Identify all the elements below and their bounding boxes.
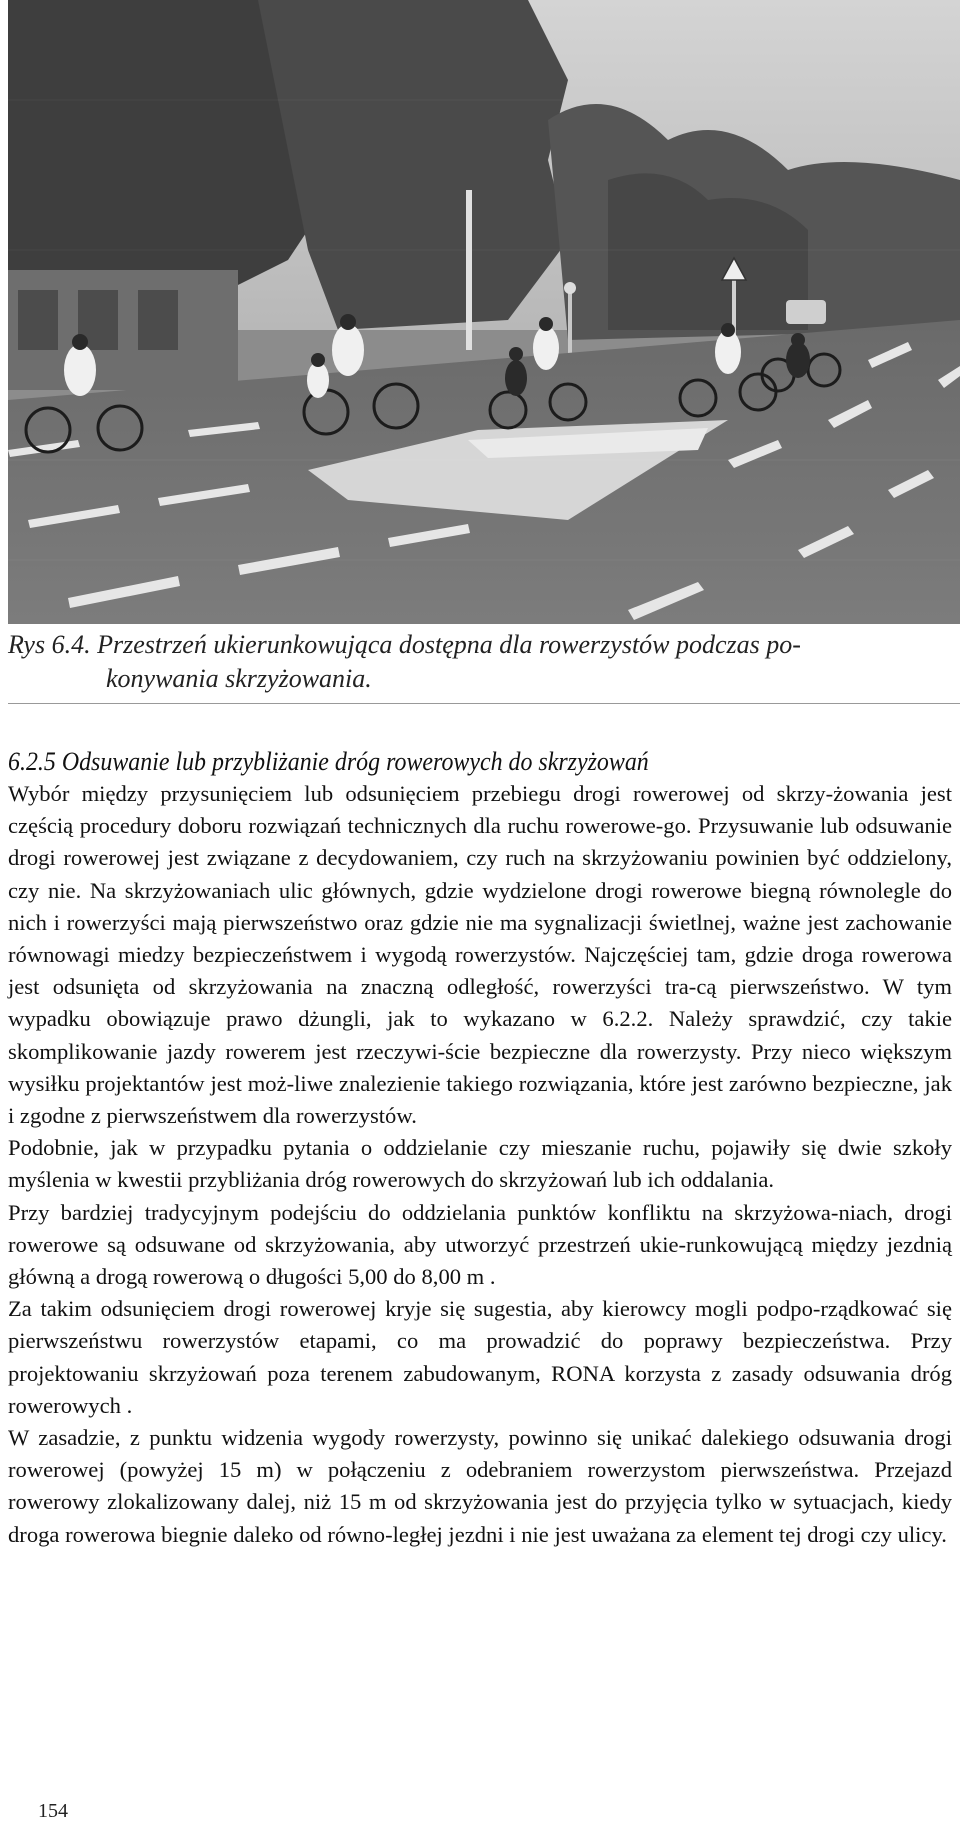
paragraph: Przy bardziej tradycyjnym podejściu do oddzielania punktów konfliktu na skrzyżowa-niach, drogi rowerowe są odsuwane od skrzyżowania, aby utworzyć przestrzeń ukie-runkowującą między jezdnią główną a drogą rowerową o długości 5,00 do 8,00 m . bbox=[8, 1199, 952, 1290]
section-title: 6.2.5 Odsuwanie lub przybliżanie dróg rowerowych do skrzyżowań bbox=[8, 747, 649, 776]
figure-photo bbox=[8, 0, 960, 624]
page-number: 154 bbox=[38, 1800, 68, 1822]
paragraph: Wybór między przysunięciem lub odsunięciem przebiegu drogi rowerowej od skrzy-żowania jest częścią procedury doboru rozwiązań technicznych dla ruchu rowerowe-go. Przysuwanie lub odsuwanie drogi rowerowej jest związane z decydowaniem, czy ruch na skrzyżowaniu powinien być oddzielony, czy nie. Na skrzyżowaniach ulic głównych, gdzie wydzielone drogi rowerowe biegną równolegle do nich i rowerzyści mają pierwszeństwo oraz gdzie nie ma sygnalizacji świetlnej, ważne jest zachowanie równowagi miedzy bezpieczeństwem i wygodą rowerzystów. Najczęściej tam, gdzie droga rowerowa jest odsunięta od skrzyżowania na znaczną odległość, rowerzyści tra-cą pierwszeństwo. W tym wypadku obowiązuje prawo dżungli, jak to wykazano w 6.2.2. Należy sprawdzić, czy takie skomplikowanie jazdy rowerem jest rzeczywi-ście bezpieczne dla rowerzysty. Przy nieco większym wysiłku projektantów jest moż-liwe znalezienie takiego rozwiązania, które jest zarówno bezpieczne, jak i zgodne z pierwszeństwem dla rowerzystów. bbox=[8, 781, 952, 1129]
divider bbox=[8, 703, 960, 704]
caption-line-2: konywania skrzyżowania. bbox=[106, 664, 372, 693]
paragraph: Za takim odsunięciem drogi rowerowej kryje się sugestia, aby kierowcy mogli podpo-rządkować się pierwszeństwu rowerzystów etapami, co ma prowadzić do poprawy bezpieczeństwa. Przy projektowaniu skrzyżowań poza terenem zabudowanym, RONA korzysta z zasady odsuwania dróg rowerowych . bbox=[8, 1296, 952, 1418]
photo-cyclists-at-intersection-icon bbox=[8, 0, 960, 624]
figure-caption bbox=[8, 628, 948, 696]
caption-line-1: Rys 6.4. Przestrzeń ukierunkowująca dostępna dla rowerzystów podczas po- bbox=[8, 630, 801, 659]
body-text bbox=[8, 778, 952, 1551]
paragraph: W zasadzie, z punktu widzenia wygody rowerzysty, powinno się unikać dalekiego odsuwania drogi rowerowej (powyżej 15 m) w połączeniu z odebraniem rowerzystom pierwszeństwa. Przejazd rowerowy zlokalizowany dalej, niż 15 m od skrzyżowania jest do przyjęcia tylko w sytuacjach, kiedy droga rowerowa biegnie daleko od równo-ległej jezdni i nie jest uważana za element tej drogi czy ulicy. bbox=[8, 1425, 952, 1547]
paragraph: Podobnie, jak w przypadku pytania o oddzielanie czy mieszanie ruchu, pojawiły się dwie szkoły myślenia w kwestii przybliżania dróg rowerowych do skrzyżowań lub ich oddalania. bbox=[8, 1135, 952, 1193]
